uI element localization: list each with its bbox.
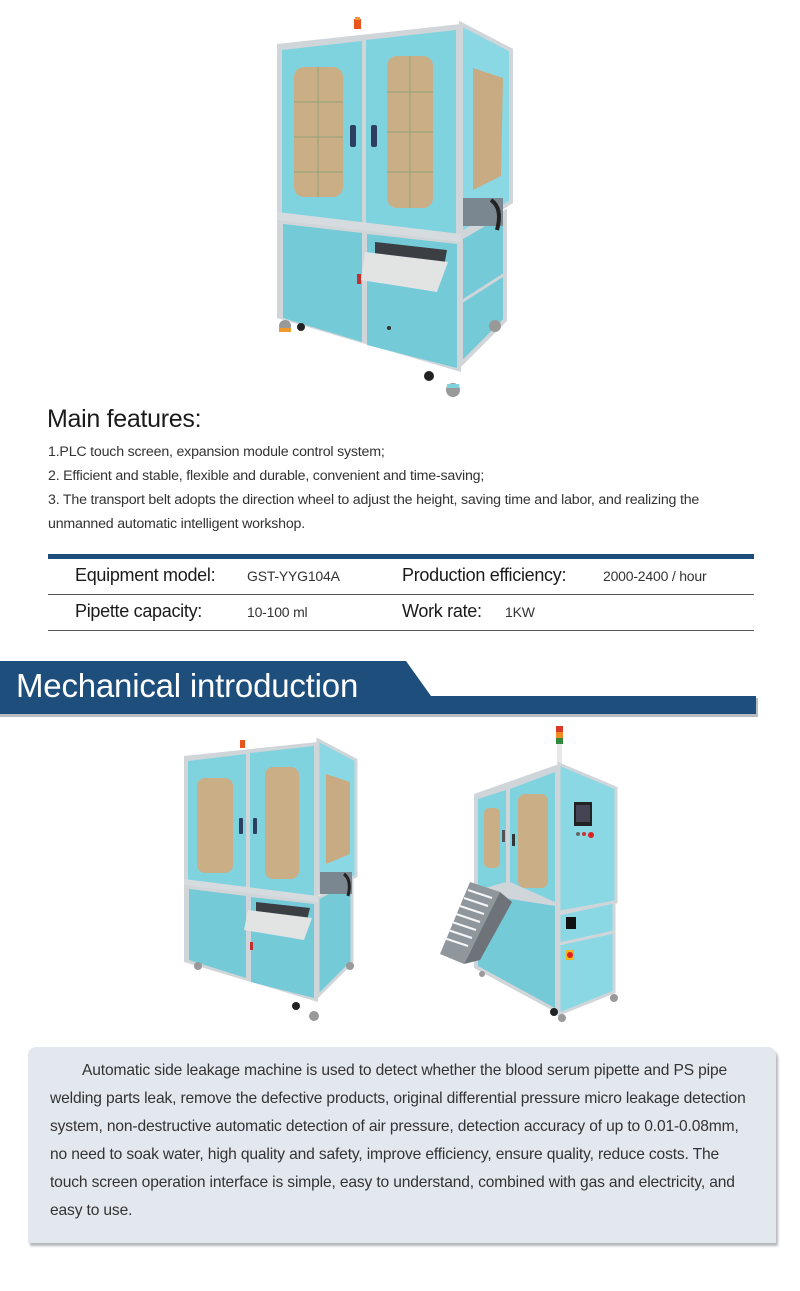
spec-row [48, 595, 754, 631]
machine-front-photo [178, 734, 364, 1024]
section-title: Mechanical introduction [16, 667, 359, 704]
description-text: Automatic side leakage machine is used to detect whether the blood serum pipette and PS pipe welding parts leak, remove the defective products, original differential pressure micro leakage detection system, non-destructive automatic detection of air pressure, detection accuracy of up to 0.01-0.08mm, no need to soak water, high quality and safety, improve efficiency, ensure quality, reduce costs. The touch screen operation interface is simple, easy to understand, combined with gas and electricity, and easy to use. [50, 1062, 746, 1219]
spec-value-work-rate: 1KW [505, 604, 535, 620]
spec-row [48, 559, 754, 595]
spec-value-equipment-model: GST-YYG104A [247, 568, 340, 584]
spec-value-pipette-capacity: 10-100 ml [247, 604, 308, 620]
warning-lamp-icon [240, 740, 245, 748]
spec-table [48, 554, 754, 631]
feature-item: 2. Efficient and stable, flexible and durable, convenient and time-saving; [48, 468, 485, 484]
feature-item: 3. The transport belt adopts the direction wheel to adjust the height, saving time and labor, and realizing the unmanned automatic intelligent workshop. [48, 492, 700, 532]
hero-machine-image [265, 12, 525, 404]
tower-lamp-icon [556, 726, 563, 764]
spec-label-production-efficiency: Production efficiency: [402, 565, 567, 585]
features-list [48, 440, 760, 536]
feature-item: 1.PLC touch screen, expansion module control system; [48, 444, 385, 460]
spec-label-pipette-capacity: Pipette capacity: [75, 601, 202, 621]
description-box [28, 1047, 776, 1243]
spec-label-equipment-model: Equipment model: [75, 565, 216, 585]
features-heading: Main features: [47, 405, 202, 433]
machine-rear-photo [434, 722, 624, 1022]
warning-lamp-icon [354, 19, 361, 29]
spec-label-work-rate: Work rate: [402, 601, 482, 621]
spec-value-production-efficiency: 2000-2400 / hour [603, 568, 707, 584]
